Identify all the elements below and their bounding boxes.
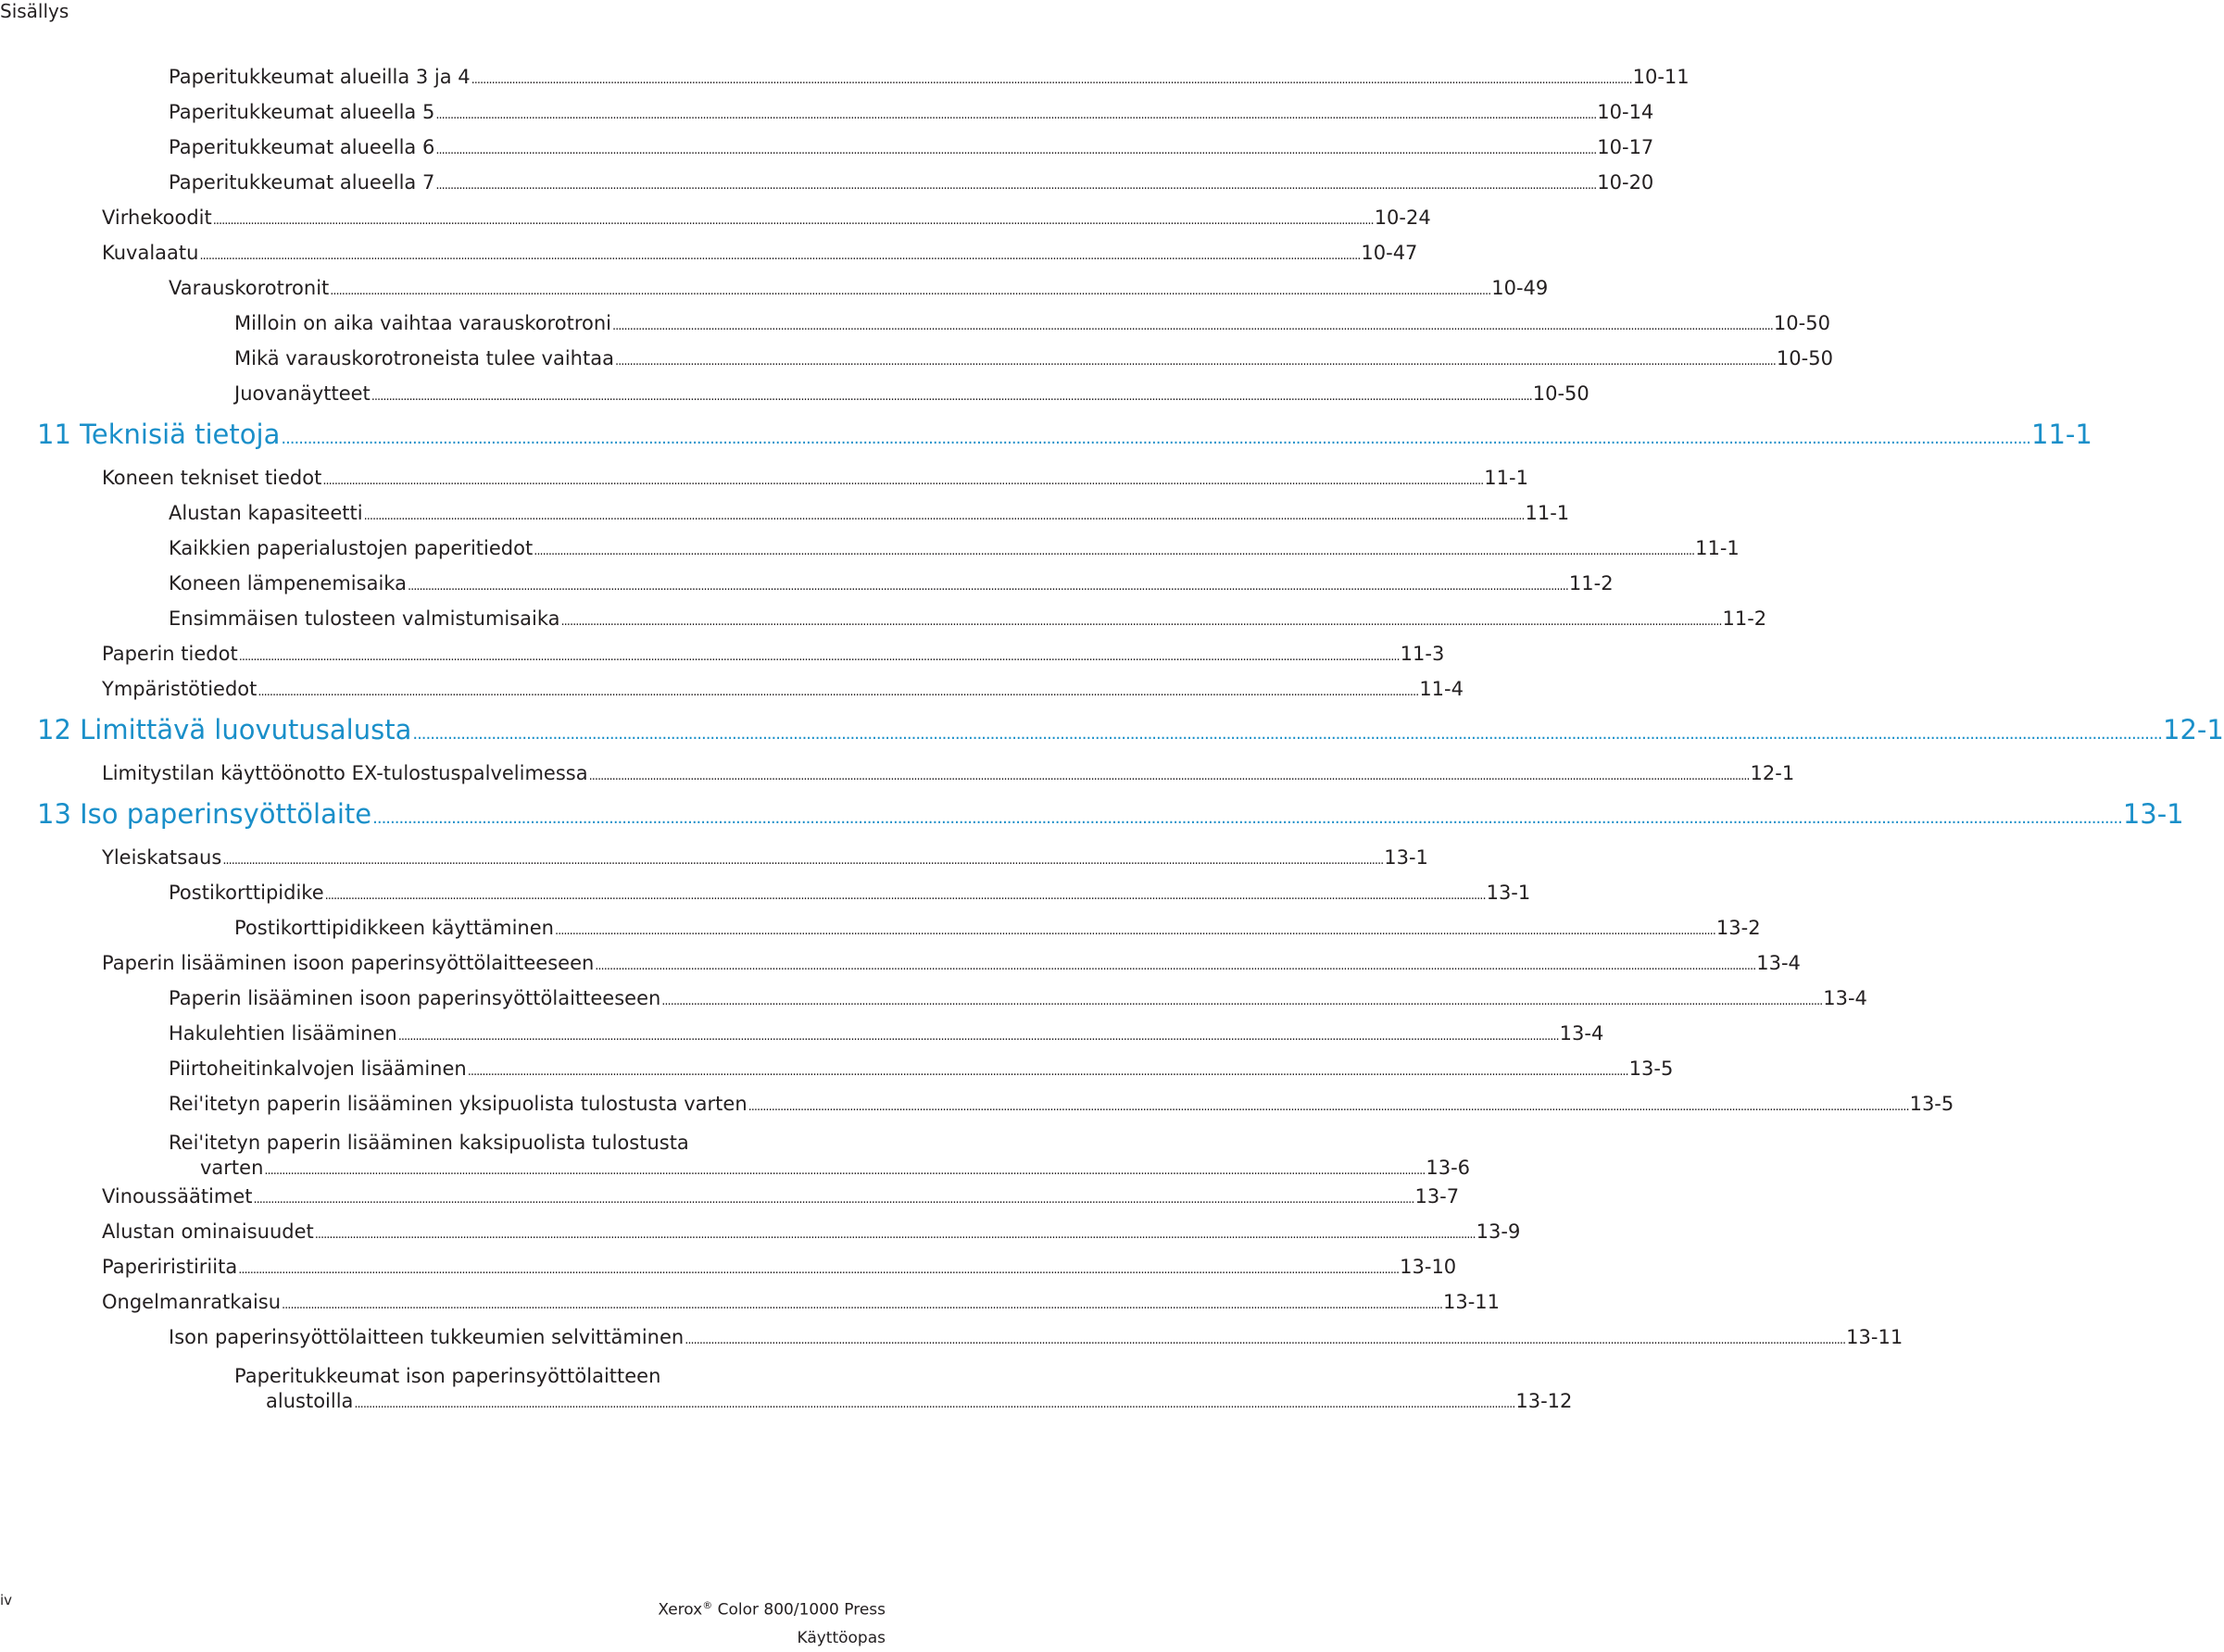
dot-leader: ................................................................................................................................................................................................................................................................................................................................................................................................................ [281, 429, 2031, 448]
toc-entry-text: Koneen lämpenemisaika [169, 572, 407, 594]
section-header: Sisällys [0, 0, 69, 22]
dot-leader: ................................................................................................................................................................................................................................................................................................................................................................................................................ [238, 1263, 1400, 1277]
toc-entry[interactable] [169, 536, 1740, 564]
page-number: iv [0, 1592, 13, 1608]
dot-leader: ................................................................................................................................................................................................................................................................................................................................................................................................................ [238, 650, 1400, 664]
toc-entry-text: Kuvalaatu [102, 242, 199, 264]
dot-leader: ................................................................................................................................................................................................................................................................................................................................................................................................................ [199, 249, 1361, 263]
toc-page-number: 13-1 [1384, 846, 1428, 869]
toc-entry[interactable] [102, 1255, 1457, 1283]
dot-leader: ................................................................................................................................................................................................................................................................................................................................................................................................................ [661, 995, 1823, 1008]
dot-leader: ................................................................................................................................................................................................................................................................................................................................................................................................................ [435, 144, 1597, 157]
toc-page-number: 13-11 [1442, 1291, 1501, 1313]
toc-entry[interactable] [169, 1092, 1954, 1120]
toc-page-number: 10-14 [1597, 101, 1654, 123]
toc-entry-text: Paperin tiedot [102, 643, 238, 665]
toc-entry[interactable] [102, 677, 1464, 705]
toc-entry[interactable] [102, 1184, 1460, 1212]
toc-page-number: 13-7 [1414, 1185, 1460, 1208]
dot-leader: ................................................................................................................................................................................................................................................................................................................................................................................................................ [212, 214, 1374, 228]
toc-entry[interactable] [102, 466, 1528, 494]
dot-leader: ................................................................................................................................................................................................................................................................................................................................................................................................................ [595, 959, 1756, 973]
dot-leader: ................................................................................................................................................................................................................................................................................................................................................................................................................ [560, 615, 1722, 629]
toc-entry[interactable] [169, 1325, 1904, 1353]
toc-entry-text: Alustan kapasiteetti [169, 502, 363, 524]
dot-leader: ................................................................................................................................................................................................................................................................................................................................................................................................................ [685, 1333, 1846, 1347]
dot-leader: ................................................................................................................................................................................................................................................................................................................................................................................................................ [363, 509, 1525, 523]
toc-entry[interactable] [102, 1220, 1521, 1247]
footer-product: Color 800/1000 Press [717, 1600, 886, 1620]
toc-entry[interactable] [234, 916, 1761, 944]
toc-entry[interactable] [200, 1156, 1471, 1183]
toc-page-number: 11-2 [1722, 607, 1767, 630]
toc-entry[interactable] [102, 1290, 1501, 1318]
dot-leader: ................................................................................................................................................................................................................................................................................................................................................................................................................ [588, 770, 1750, 783]
dot-leader: ................................................................................................................................................................................................................................................................................................................................................................................................................ [330, 284, 1491, 298]
toc-page-number: 13-1 [2122, 798, 2184, 830]
footer-document-title: Käyttöopas [797, 1628, 886, 1647]
dot-leader: ................................................................................................................................................................................................................................................................................................................................................................................................................ [614, 355, 1776, 369]
toc-entry-text: Yleiskatsaus [102, 846, 222, 869]
toc-entry-text: Mikä varauskorotroneista tulee vaihtaa [234, 347, 614, 369]
toc-page-number: 11-3 [1400, 643, 1445, 665]
toc-entry-text: 12 Limittävä luovutusalusta [37, 714, 412, 745]
toc-entry-text: Paperin lisääminen isoon paperinsyöttölaitteeseen [102, 952, 595, 974]
toc-entry-text: Paperitukkeumat alueella 7 [169, 171, 435, 194]
dot-leader: ................................................................................................................................................................................................................................................................................................................................................................................................................ [554, 924, 1715, 938]
dot-leader: ................................................................................................................................................................................................................................................................................................................................................................................................................ [222, 854, 1384, 868]
toc-page-number: 13-4 [1756, 952, 1801, 974]
dot-leader: ................................................................................................................................................................................................................................................................................................................................................................................................................ [748, 1100, 1909, 1114]
toc-chapter-entry[interactable] [37, 798, 2184, 834]
toc-entry[interactable] [169, 135, 1654, 163]
toc-page-number: 10-11 [1632, 66, 1690, 88]
toc-entry-text: Ympäristötiedot [102, 678, 258, 700]
dot-leader: ................................................................................................................................................................................................................................................................................................................................................................................................................ [471, 73, 1632, 87]
toc-page-number: 11-2 [1568, 572, 1614, 594]
dot-leader: ................................................................................................................................................................................................................................................................................................................................................................................................................ [412, 724, 2163, 744]
toc-entry-text: Rei'itetyn paperin lisääminen yksipuolista tulostusta varten [169, 1093, 748, 1115]
toc-page-number: 13-4 [1823, 987, 1867, 1009]
toc-entry-text: Postikorttipidikkeen käyttäminen [234, 917, 554, 939]
toc-entry[interactable] [234, 346, 1833, 374]
registered-mark: ® [702, 1599, 713, 1611]
toc-entry-text: 11 Teknisiä tietoja [37, 419, 281, 450]
toc-entry[interactable] [102, 206, 1431, 233]
dot-leader: ................................................................................................................................................................................................................................................................................................................................................................................................................ [467, 1065, 1628, 1079]
toc-entry-text: Ongelmanratkaisu [102, 1291, 282, 1313]
toc-entry-text: Rei'itetyn paperin lisääminen kaksipuolista tulostusta [169, 1132, 689, 1154]
toc-entry-text: Limitystilan käyttöönotto EX-tulostuspalvelimessa [102, 762, 588, 784]
toc-entry[interactable] [169, 100, 1654, 128]
footer-product-info [658, 1592, 886, 1652]
toc-page-number: 10-50 [1776, 347, 1833, 369]
toc-page-number: 13-12 [1515, 1390, 1573, 1412]
toc-chapter-entry[interactable] [37, 419, 2092, 455]
footer-product-line [658, 1592, 886, 1624]
toc-page-number: 12-1 [1750, 762, 1795, 784]
toc-entry-text: Koneen tekniset tiedot [102, 467, 322, 489]
toc-entry[interactable] [169, 881, 1531, 908]
toc-page-number: 10-17 [1597, 136, 1654, 158]
dot-leader: ................................................................................................................................................................................................................................................................................................................................................................................................................ [253, 1193, 1414, 1207]
toc-entry[interactable] [169, 501, 1570, 529]
dot-leader: ................................................................................................................................................................................................................................................................................................................................................................................................................ [435, 108, 1597, 122]
toc-entry-text: Virhekoodit [102, 206, 212, 229]
toc-entry[interactable] [102, 761, 1795, 789]
dot-leader: ................................................................................................................................................................................................................................................................................................................................................................................................................ [534, 544, 1695, 558]
toc-page-number: 10-49 [1491, 277, 1549, 299]
toc-page-number: 10-50 [1773, 312, 1830, 334]
toc-page-number: 13-1 [1486, 882, 1531, 904]
toc-page-number: 12-1 [2163, 714, 2224, 745]
dot-leader: ................................................................................................................................................................................................................................................................................................................................................................................................................ [435, 179, 1597, 193]
toc-page-number: 13-2 [1715, 917, 1761, 939]
toc-entry-text: Paperin lisääminen isoon paperinsyöttölaitteeseen [169, 987, 661, 1009]
toc-page-number: 10-24 [1374, 206, 1431, 229]
toc-entry-text: Paperitukkeumat alueella 6 [169, 136, 435, 158]
toc-entry[interactable] [234, 382, 1589, 409]
toc-entry-text: Paperitukkeumat alueella 5 [169, 101, 435, 123]
toc-entry-text: Paperitukkeumat ison paperinsyöttölaitteen [234, 1365, 661, 1387]
toc-entry-text: 13 Iso paperinsyöttölaite [37, 798, 372, 830]
dot-leader: ................................................................................................................................................................................................................................................................................................................................................................................................................ [282, 1298, 1442, 1312]
dot-leader: ................................................................................................................................................................................................................................................................................................................................................................................................................ [314, 1228, 1476, 1242]
footer-brand: Xerox [658, 1600, 703, 1620]
toc-page-number: 11-1 [2031, 419, 2092, 450]
dot-leader: ................................................................................................................................................................................................................................................................................................................................................................................................................ [372, 808, 2122, 828]
toc-entry[interactable] [102, 845, 1428, 873]
dot-leader: ................................................................................................................................................................................................................................................................................................................................................................................................................ [371, 390, 1532, 404]
toc-entry[interactable] [169, 607, 1767, 634]
toc-chapter-entry[interactable] [37, 714, 2224, 750]
toc-entry[interactable] [266, 1389, 1573, 1417]
toc-entry[interactable] [169, 1057, 1674, 1084]
toc-entry-text: Piirtoheitinkalvojen lisääminen [169, 1058, 467, 1080]
toc-entry-text: Postikorttipidike [169, 882, 324, 904]
dot-leader: ................................................................................................................................................................................................................................................................................................................................................................................................................ [322, 474, 1484, 488]
toc-entry[interactable] [169, 571, 1614, 599]
toc-entry[interactable] [234, 311, 1830, 339]
toc-entry[interactable] [169, 170, 1654, 198]
toc-entry[interactable] [102, 642, 1445, 670]
toc-entry[interactable] [169, 276, 1549, 304]
toc-entry-text: Milloin on aika vaihtaa varauskorotroni [234, 312, 611, 334]
toc-page-number: 13-5 [1628, 1058, 1674, 1080]
toc-entry-text: Varauskorotronit [169, 277, 330, 299]
toc-page-number: 11-1 [1484, 467, 1528, 489]
toc-page-number: 13-5 [1909, 1093, 1954, 1115]
toc-page-number: 13-9 [1476, 1220, 1521, 1243]
toc-entry-text: Kaikkien paperialustojen paperitiedot [169, 537, 534, 559]
toc-entry-text: Paperiristiriita [102, 1256, 238, 1278]
toc-entry-text: Hakulehtien lisääminen [169, 1022, 397, 1045]
toc-entry-text: Vinoussäätimet [102, 1185, 253, 1208]
toc-entry[interactable] [169, 1021, 1604, 1049]
toc-page-number: 13-10 [1400, 1256, 1457, 1278]
toc-entry[interactable] [102, 241, 1418, 269]
dot-leader: ................................................................................................................................................................................................................................................................................................................................................................................................................ [324, 889, 1486, 903]
toc-entry-text: Paperitukkeumat alueilla 3 ja 4 [169, 66, 471, 88]
toc-page-number: 11-1 [1525, 502, 1570, 524]
toc-page-number: 10-50 [1532, 382, 1589, 405]
toc-entry-text: Alustan ominaisuudet [102, 1220, 314, 1243]
toc-entry-text: Ensimmäisen tulosteen valmistumisaika [169, 607, 560, 630]
toc-page-number: 13-11 [1846, 1326, 1904, 1348]
toc-entry-text: alustoilla [266, 1390, 354, 1412]
toc-entry[interactable] [169, 65, 1690, 93]
toc-page-number: 13-4 [1559, 1022, 1604, 1045]
toc-entry[interactable] [102, 951, 1801, 979]
dot-leader: ................................................................................................................................................................................................................................................................................................................................................................................................................ [397, 1030, 1559, 1044]
toc-page-number: 11-1 [1695, 537, 1740, 559]
dot-leader: ................................................................................................................................................................................................................................................................................................................................................................................................................ [264, 1164, 1426, 1178]
toc-entry-text: Ison paperinsyöttölaitteen tukkeumien selvittäminen [169, 1326, 685, 1348]
toc-entry[interactable] [169, 986, 1867, 1014]
toc-entry-text: Juovanäytteet [234, 382, 371, 405]
toc-entry-text: varten [200, 1157, 264, 1179]
toc-page-number: 11-4 [1419, 678, 1464, 700]
toc-page-number: 13-6 [1426, 1157, 1471, 1179]
dot-leader: ................................................................................................................................................................................................................................................................................................................................................................................................................ [258, 685, 1419, 699]
dot-leader: ................................................................................................................................................................................................................................................................................................................................................................................................................ [611, 319, 1773, 333]
toc-page-number: 10-20 [1597, 171, 1654, 194]
dot-leader: ................................................................................................................................................................................................................................................................................................................................................................................................................ [407, 580, 1568, 594]
toc-page-number: 10-47 [1361, 242, 1418, 264]
dot-leader: ................................................................................................................................................................................................................................................................................................................................................................................................................ [354, 1397, 1515, 1411]
